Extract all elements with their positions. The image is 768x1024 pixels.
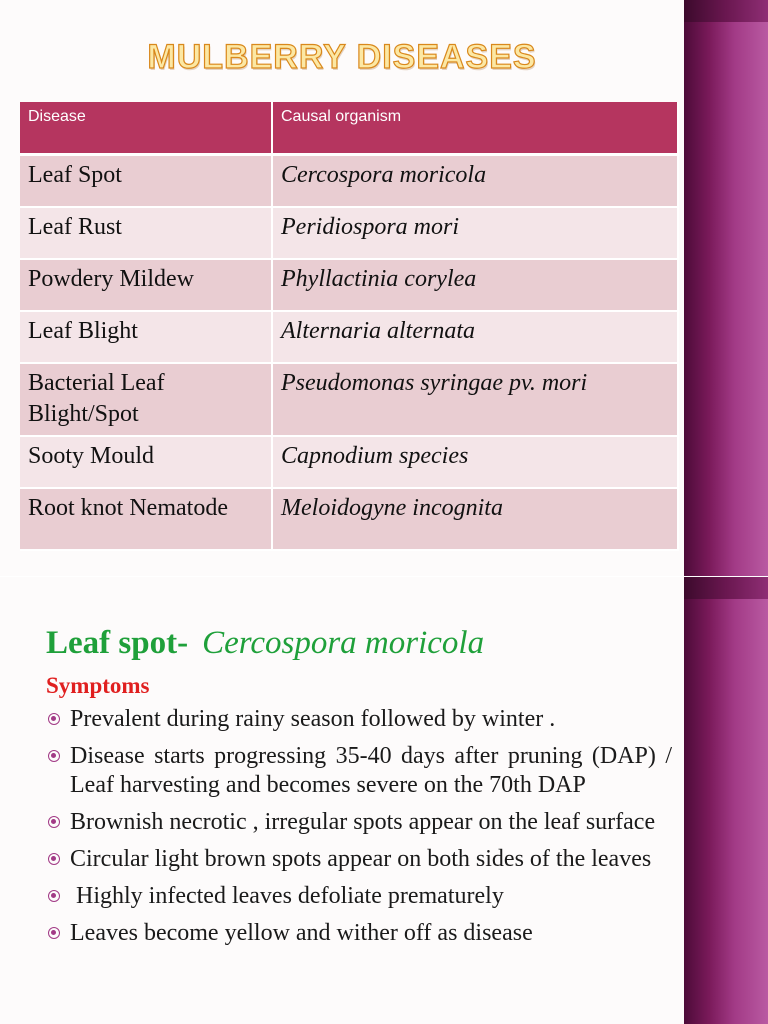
circle-bullet-icon <box>48 927 60 939</box>
header-disease: Disease <box>20 102 272 155</box>
organism-cell: Alternaria alternata <box>272 311 678 363</box>
table-row <box>20 259 678 311</box>
organism-cell: Capnodium species <box>272 436 678 488</box>
list-item <box>46 919 672 948</box>
side-bar-top-band <box>684 0 768 22</box>
symptom-list <box>46 705 672 956</box>
list-item-text: Circular light brown spots appear on both sides of the leaves <box>70 846 652 872</box>
disease-cell: Bacterial Leaf Blight/Spot <box>20 363 272 436</box>
decorative-side-bar <box>684 0 768 576</box>
circle-bullet-icon <box>48 713 60 725</box>
disease-cell: Leaf Spot <box>20 155 272 207</box>
disease-cell: Leaf Blight <box>20 311 272 363</box>
disease-cell: Powdery Mildew <box>20 259 272 311</box>
slide-title: MULBERRY DISEASES <box>147 38 537 76</box>
disease-cell: Root knot Nematode <box>20 488 272 550</box>
organism-cell: Cercospora moricola <box>272 155 678 207</box>
side-bar-top-band <box>684 577 768 599</box>
table-row <box>20 207 678 259</box>
list-item-text: Highly infected leaves defoliate prematurely <box>70 883 504 909</box>
heading-disease-name: Leaf spot- <box>46 625 189 661</box>
circle-bullet-icon <box>48 816 60 828</box>
disease-cell: Sooty Mould <box>20 436 272 488</box>
table-row <box>20 311 678 363</box>
organism-cell: Peridiospora mori <box>272 207 678 259</box>
list-item-text: Leaves become yellow and wither off as disease <box>70 920 533 946</box>
disease-table <box>20 102 679 551</box>
section-heading <box>46 625 484 662</box>
list-item <box>46 882 672 911</box>
table-row <box>20 436 678 488</box>
list-item-text: Prevalent during rainy season followed by winter . <box>70 706 556 732</box>
table-row <box>20 363 678 436</box>
decorative-side-bar <box>684 577 768 1024</box>
circle-bullet-icon <box>48 750 60 762</box>
table-row <box>20 488 678 550</box>
list-item <box>46 808 672 837</box>
table-row <box>20 155 678 207</box>
heading-organism: Cercospora moricola <box>202 625 485 661</box>
symptoms-label: Symptoms <box>46 673 150 698</box>
list-item-text: Disease starts progressing 35-40 days after pruning (DAP) / Leaf harvesting and becomes severe on the 70th DAP <box>70 743 672 798</box>
list-item <box>46 845 672 874</box>
list-item <box>46 742 672 800</box>
circle-bullet-icon <box>48 853 60 865</box>
header-causal-organism: Causal organism <box>272 102 678 155</box>
table-header-row <box>20 102 678 155</box>
organism-cell: Meloidogyne incognita <box>272 488 678 550</box>
disease-cell: Leaf Rust <box>20 207 272 259</box>
organism-cell: Phyllactinia corylea <box>272 259 678 311</box>
list-item <box>46 705 672 734</box>
slide-leaf-spot <box>0 577 768 1024</box>
organism-cell: Pseudomonas syringae pv. mori <box>272 363 678 436</box>
circle-bullet-icon <box>48 890 60 902</box>
list-item-text: Brownish necrotic , irregular spots appear on the leaf surface <box>70 809 656 835</box>
